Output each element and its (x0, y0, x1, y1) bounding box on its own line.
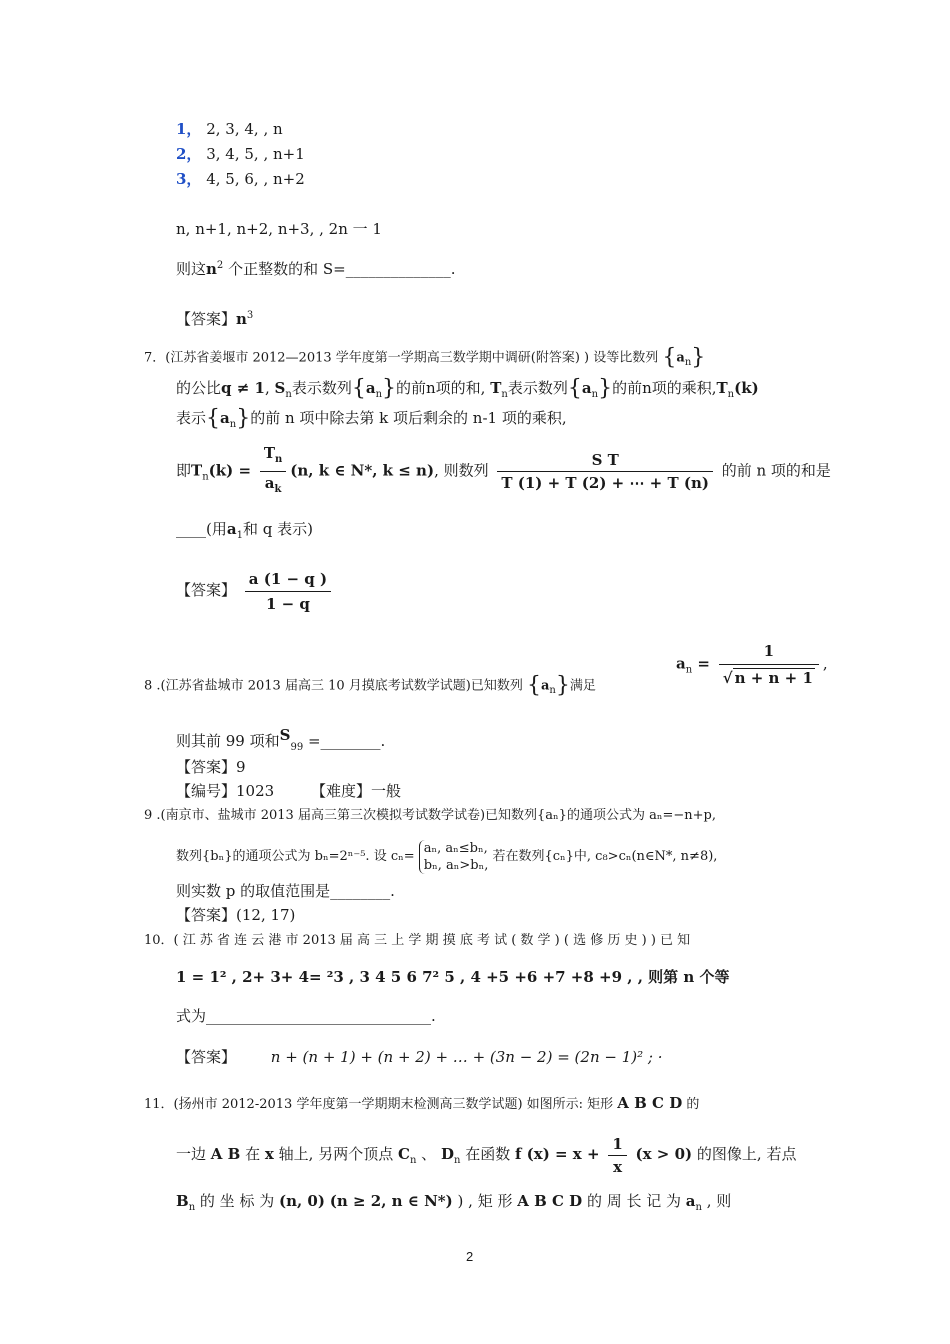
case-1: aₙ, aₙ≤bₙ, (423, 840, 488, 856)
q7-text: 表示数列 (507, 379, 568, 397)
answer-label: 【答案】 (176, 310, 237, 328)
answer-label: 【答案】 (176, 1048, 237, 1066)
case-2: bₙ, aₙ>bₙ, (423, 857, 489, 873)
subscript-n: n (229, 419, 237, 430)
q8-text: 满足 (569, 678, 596, 694)
q7-an: a (676, 350, 685, 366)
q11-text: 的 周 长 记 为 (582, 1192, 686, 1210)
brace-close: } (382, 376, 397, 401)
q11-text: 的 坐 标 为 (195, 1192, 279, 1210)
q7-line-1 (144, 345, 706, 373)
fraction-denominator: √ n + n + 1 (722, 669, 813, 687)
fraction-numerator: 1 (608, 1135, 626, 1156)
fraction-numerator: S T (497, 451, 713, 472)
q11-rect: A B C D (617, 1094, 683, 1112)
q11-text: 一边 (176, 1145, 207, 1163)
brace-close: } (691, 345, 706, 370)
subscript-n: n (727, 389, 735, 400)
q7-Tn: T (490, 379, 502, 397)
q11-condition: (x > 0) (635, 1145, 693, 1163)
fraction-denominator (260, 472, 286, 499)
brace-close: } (598, 376, 613, 401)
q7-big-fraction (497, 451, 713, 492)
row-2-number: 2， (176, 145, 202, 163)
q6-sum-suffix: 个正整数的和 S=______________. (228, 260, 456, 278)
brace-open: { (351, 376, 366, 401)
q8-line-1 (144, 673, 596, 701)
q8-an: a (676, 654, 686, 673)
brace-close: } (555, 673, 570, 698)
q7-text: 的公比 (176, 379, 222, 397)
brace-open: { (567, 376, 582, 401)
q11-condition-2: (n ≥ 2, n ∈ N*) (329, 1192, 453, 1210)
fraction-numerator: a (1 − q ) (245, 569, 331, 592)
sqrt-content: n + n + 1 (734, 669, 813, 687)
fraction-denominator: T (1) + T (2) + ⋯ + T (n) (501, 474, 709, 492)
q7-frac-T: T (263, 444, 275, 462)
q8-fraction (719, 640, 819, 689)
subscript-n: n (202, 471, 209, 483)
q7-text: 表示数列 (291, 379, 352, 397)
q6-sum-prefix: 则这 (176, 260, 207, 278)
q11-text: 的图像上, 若点 (696, 1145, 797, 1163)
q7-text: 的前 n 项的和是 (721, 461, 831, 480)
q8-fraction-block (676, 640, 828, 693)
q7-a1: a (226, 520, 237, 538)
subscript-n: n (501, 389, 508, 400)
subscript-n: n (591, 389, 599, 400)
q9-text: 若在数列{cₙ}中, c₈>cₙ(n∈N*, n≠8), (492, 849, 718, 864)
answer-label: 【答案】 (176, 581, 237, 599)
q6-answer-exp: 3 (246, 310, 254, 321)
page-number: 2 (466, 1249, 474, 1264)
q7-frac-a: a (264, 474, 275, 492)
q11-x: x (264, 1145, 274, 1163)
q11-text: 在函数 (465, 1145, 511, 1163)
subscript-n: n (684, 357, 692, 369)
q9-line-1: 9 .(南京市、盐城市 2013 届高三第三次模拟考试数学试卷)已知数列{aₙ}的通项公式为 aₙ=−n+p, (144, 808, 716, 823)
q7-text: 的前n项的乘积, (612, 379, 717, 397)
q8-meta (176, 781, 401, 801)
q9-line-3: 则实数 p 的取值范围是________. (176, 882, 395, 900)
q11-text: , 则 (701, 1192, 732, 1210)
q8-title: 8 .(江苏省盐城市 2013 届高三 10 月摸底考试数学试题)已知数列 (144, 678, 523, 694)
subscript-n: n (453, 1155, 461, 1166)
q7-text: 即 (176, 461, 192, 480)
subscript-n: n (274, 454, 283, 465)
q11-text: 轴上, 另两个顶点 (278, 1145, 394, 1163)
q11-separator: 、 (416, 1145, 441, 1163)
q8-S99: S (279, 726, 291, 744)
brace-close: } (236, 406, 251, 431)
q10-line-1: 10．( 江 苏 省 连 云 港 市 2013 届 高 三 上 学 期 摸 底 考 试 ( 数 学 ) ( 选 修 历 史 ) ) 已 知 (144, 933, 691, 948)
row-3-text: 4, 5, 6, , n+2 (206, 170, 305, 188)
q7-Tk: T (716, 379, 728, 397)
q11-text: 的 (686, 1097, 700, 1112)
q6-answer (176, 306, 253, 329)
fraction-numerator: 1 (719, 640, 819, 665)
q11-text: 在 (245, 1145, 261, 1163)
row-2 (176, 144, 305, 164)
q9-answer: 【答案】(12, 17) (176, 906, 296, 924)
q7-text: 的前 n 项中除去第 k 项后剩余的 n-1 项的乘积, (250, 409, 567, 427)
q10-formula: n + (n + 1) + (n + 2) + … + (3n − 2) = (2n − 1)² ; · (270, 1048, 663, 1066)
q8-equals: = (692, 654, 710, 673)
brace-open: { (206, 406, 221, 431)
q7-text: 的前n项的和, (396, 379, 486, 397)
q7-Tk-eq: (k) = (208, 461, 252, 480)
row-3 (176, 169, 305, 189)
q9-text: 数列{bₙ}的通项公式为 bₙ=2ⁿ⁻⁵. 设 cₙ= (176, 849, 415, 864)
subscript-n: n (695, 1202, 702, 1213)
q7-title: 7．(江苏省姜堰市 2012—2013 学年度第一学期高三数学期中调研(附答案) ) 设等比数列 (144, 350, 659, 366)
q7-text: 和 q 表示) (242, 520, 313, 538)
q7-text: 表示 (176, 409, 207, 427)
q6-sum-exp: 2 (216, 260, 224, 271)
q10-line-2: 1 = 1² , 2+ 3+ 4= ²3 , 3 4 5 6 7² 5 , 4 +5 +6 +7 +8 +9 , , 则第 n 个等 (176, 968, 730, 986)
q6-sum-n: n (206, 260, 217, 278)
q8-answer: 【答案】9 (176, 758, 246, 776)
q11-rect: A B C D (517, 1192, 583, 1210)
subscript-n: n (549, 685, 556, 697)
q7-text: ____(用 (176, 520, 227, 538)
subscript-n: n (375, 389, 383, 400)
q7-q-condition: q ≠ 1 (221, 379, 265, 397)
q7-Tk: T (191, 461, 203, 480)
q7-an: a (581, 379, 592, 397)
q7-line-4 (176, 444, 831, 499)
q11-function: f (x) = x + (514, 1145, 600, 1163)
q11-title: 11．(扬州市 2012-2013 学年度第一学期期末检测高三数学试题) 如图所示: 矩形 (144, 1097, 614, 1112)
q8-text: =________. (303, 732, 386, 750)
q7-k: (k) (734, 379, 759, 397)
subscript-n: n (285, 389, 292, 400)
q8-comma: , (822, 654, 828, 673)
q8-an: a (540, 678, 550, 694)
row-1 (176, 119, 283, 139)
question-id: 【编号】1023 (176, 782, 275, 800)
q7-Sn: S (274, 379, 286, 397)
q7-answer-fraction (245, 569, 331, 614)
q6-answer-n: n (236, 310, 247, 328)
q11-line-3 (176, 1191, 731, 1218)
q11-an: a (685, 1192, 696, 1210)
difficulty: 【难度】一般 (310, 782, 401, 800)
brace-open: { (662, 345, 677, 370)
q11-fraction (608, 1135, 626, 1176)
q6-sum-line (176, 256, 455, 279)
q9-line-2 (176, 837, 717, 877)
q7-an: a (365, 379, 376, 397)
subscript-n: n (188, 1202, 196, 1213)
row-1-number: 1， (176, 120, 202, 138)
q7-text: , 则数列 (434, 461, 489, 480)
q7-condition: (n, k ∈ N*, k ≤ n) (290, 461, 435, 480)
q7-line-3 (176, 408, 567, 435)
q7-answer (176, 565, 335, 615)
q11-coord: (n, 0) (278, 1192, 325, 1210)
fraction-denominator: 1 − q (265, 594, 310, 613)
q9-cases (419, 840, 489, 874)
q7-line-5 (176, 519, 313, 546)
q11-text: ) , 矩 形 (452, 1192, 518, 1210)
row-2-text: 3, 4, 5, , n+1 (206, 145, 305, 163)
brace-open: { (526, 673, 541, 698)
q11-line-2 (176, 1134, 796, 1181)
subscript-99: 99 (290, 742, 304, 753)
q7-an: a (220, 409, 230, 427)
q11-AB: A B (210, 1145, 241, 1163)
q7-fraction-Tn-ak (260, 444, 286, 499)
q10-answer (176, 1042, 663, 1072)
row-n: n, n+1, n+2, n+3, , 2n 一 1 (176, 220, 382, 238)
fraction-numerator (260, 444, 286, 472)
subscript-k: k (274, 484, 282, 495)
q7-line-2: 的公比q ≠ 1, $S_n$表示数列$\{a_n\}$的前n项的和, $T_n$表示数列$\{a_n\}$的前n项的乘积$,T_n(k)$ (176, 376, 759, 401)
q11-Dn: D (440, 1145, 454, 1163)
q11-line-1 (144, 1093, 699, 1115)
row-1-text: 2, 3, 4, , n (206, 120, 283, 138)
q8-text: 则其前 99 项和 (176, 732, 280, 750)
subscript-n: n (685, 664, 693, 676)
q8-line-2 (176, 725, 385, 758)
q11-Bn: B (176, 1192, 189, 1210)
row-3-number: 3， (176, 170, 202, 188)
fraction-denominator: x (613, 1157, 623, 1176)
subscript-1: 1 (236, 530, 243, 541)
subscript-n: n (409, 1155, 417, 1166)
q11-Cn: C (397, 1145, 410, 1163)
q10-line-3: 式为______________________________. (176, 1007, 436, 1025)
